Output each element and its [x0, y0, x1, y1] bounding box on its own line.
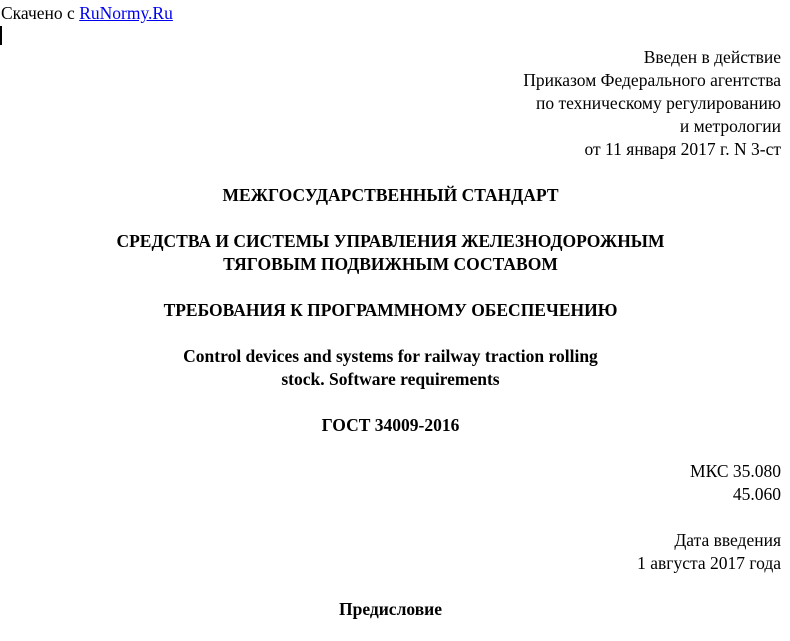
- standard-type: МЕЖГОСУДАРСТВЕННЫЙ СТАНДАРТ: [222, 185, 559, 205]
- enactment-line: и метрологии: [679, 116, 781, 136]
- title-en-line: stock. Software requirements: [281, 369, 500, 389]
- runormy-link[interactable]: RuNormy.Ru: [79, 3, 173, 23]
- source-prefix: Скачено с: [1, 3, 80, 23]
- enactment-block: [523, 46, 781, 161]
- intro-date-label: Дата введения: [674, 530, 781, 550]
- mks-block: [690, 460, 781, 506]
- title-ru-line: СРЕДСТВА И СИСТЕМЫ УПРАВЛЕНИЯ ЖЕЛЕЗНОДОРОЖНЫМ: [116, 231, 665, 251]
- enactment-line: от 11 января 2017 г. N 3-ст: [584, 139, 781, 159]
- subtitle-ru: ТРЕБОВАНИЯ К ПРОГРАММНОМУ ОБЕСПЕЧЕНИЮ: [163, 300, 618, 320]
- title-ru-block: [0, 230, 781, 276]
- title-ru-line: ТЯГОВЫМ ПОДВИЖНЫМ СОСТАВОМ: [223, 254, 558, 274]
- gost-number: ГОСТ 34009-2016: [321, 415, 460, 435]
- title-en-block: [0, 345, 781, 391]
- standard-type-heading: [0, 184, 781, 207]
- intro-date-value: 1 августа 2017 года: [637, 553, 781, 573]
- mks-line: МКС 35.080: [690, 461, 781, 481]
- title-en-line: Control devices and systems for railway traction rolling: [183, 346, 598, 366]
- source-line: [1, 2, 173, 24]
- enactment-line: Введен в действие: [643, 47, 781, 67]
- subtitle-ru-block: [0, 299, 781, 322]
- enactment-line: Приказом Федерального агентства: [523, 70, 781, 90]
- intro-date-block: [637, 529, 781, 575]
- preface-block: [0, 598, 781, 621]
- text-cursor: [0, 26, 2, 45]
- preface-heading: Предисловие: [338, 599, 443, 619]
- enactment-line: по техническому регулированию: [535, 93, 781, 113]
- mks-line: 45.060: [732, 484, 781, 504]
- gost-number-block: [0, 414, 781, 437]
